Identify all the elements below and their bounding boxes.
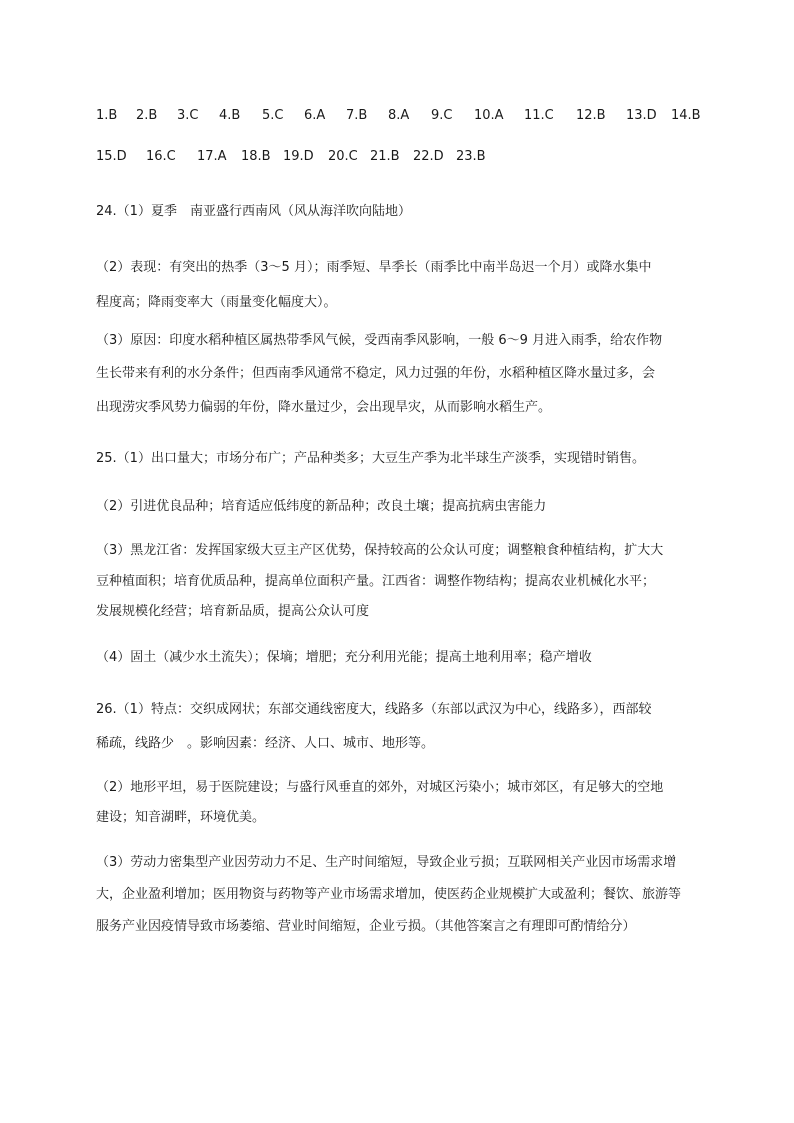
q25-part-3-line-2: 豆种植面积；培育优质品种，提高单位面积产量。江西省：调整作物结构；提高农业机械化水平；	[96, 574, 656, 589]
q26-part-1-line-1: 26.（1）特点：交织成网状；东部交通线密度大，线路多（东部以武汉为中心，线路多），西部较	[96, 702, 652, 717]
mc-answer: 16.C	[146, 149, 176, 164]
q25-part-3-line-1: （3）黑龙江省：发挥国家级大豆主产区优势，保持较高的公众认可度；调整粮食种植结构，扩大大	[96, 543, 664, 558]
q26-part-3-line-1: （3）劳动力密集型产业因劳动力不足、生产时间缩短，导致企业亏损；互联网相关产业因市场需求增	[96, 855, 677, 870]
mc-answer: 12.B	[576, 108, 606, 123]
mc-answer: 21.B	[370, 149, 400, 164]
mc-answer: 17.A	[197, 149, 227, 164]
mc-answer: 10.A	[474, 108, 504, 123]
mc-answer: 4.B	[219, 108, 241, 123]
mc-answer: 3.C	[177, 108, 199, 123]
mc-answer: 9.C	[431, 108, 453, 123]
mc-answer: 22.D	[413, 149, 444, 164]
q24-part-2-line-1: （2）表现：有突出的热季（3～5 月）；雨季短、旱季长（雨季比中南半岛迟一个月）或降水集中	[96, 260, 652, 275]
mc-answer: 18.B	[241, 149, 271, 164]
mc-answer: 8.A	[388, 108, 410, 123]
q24-part-3-line-1: （3）原因：印度水稻种植区属热带季风气候，受西南季风影响，一般 6～9 月进入雨季，给农作物	[96, 333, 663, 348]
mc-answer: 6.A	[304, 108, 326, 123]
q26-part-2-line-2: 建设；知音湖畔，环境优美。	[96, 810, 266, 825]
q24-part-3-line-2: 生长带来有利的水分条件；但西南季风通常不稳定，风力过强的年份，水稻种植区降水量过多，会	[96, 366, 656, 381]
q26-part-3-line-2: 大，企业盈利增加；医用物资与药物等产业市场需求增加，使医药企业规模扩大或盈利；餐饮、旅游等	[96, 887, 682, 902]
mc-answer: 1.B	[96, 108, 118, 123]
q25-part-4: （4）固土（减少水土流失）；保墒；增肥；充分利用光能；提高土地利用率；稳产增收	[96, 650, 592, 665]
mc-answer: 19.D	[283, 149, 314, 164]
mc-answer: 2.B	[136, 108, 158, 123]
q24-part-3-line-3: 出现涝灾季风势力偏弱的年份，降水量过少，会出现旱灾，从而影响水稻生产。	[96, 400, 552, 415]
q24-part-2-line-2: 程度高；降雨变率大（雨量变化幅度大）。	[96, 295, 337, 310]
mc-answer: 5.C	[262, 108, 284, 123]
mc-answer: 7.B	[346, 108, 368, 123]
q25-part-2: （2）引进优良品种；培育适应低纬度的新品种；改良土壤；提高抗病虫害能力	[96, 499, 547, 514]
mc-answer: 23.B	[456, 149, 486, 164]
mc-answer: 20.C	[328, 149, 358, 164]
q24-part-1: 24.（1）夏季 南亚盛行西南风（风从海洋吹向陆地）	[96, 204, 411, 219]
q26-part-1-line-2: 稀疏，线路少 。影响因素：经济、人口、城市、地形等。	[96, 736, 435, 751]
mc-answer: 15.D	[96, 149, 127, 164]
mc-answer: 11.C	[524, 108, 554, 123]
q26-part-3-line-3: 服务产业因疫情导致市场萎缩、营业时间缩短，企业亏损。（其他答案言之有理即可酌情给分）	[96, 919, 636, 934]
mc-answer: 13.D	[626, 108, 657, 123]
q25-part-3-line-3: 发展规模化经营；培育新品质，提高公众认可度	[96, 604, 370, 619]
q25-part-1: 25.（1）出口量大；市场分布广；产品种类多；大豆生产季为北半球生产淡季，实现错时销售。	[96, 451, 645, 466]
mc-answer: 14.B	[671, 108, 701, 123]
q26-part-2-line-1: （2）地形平坦，易于医院建设；与盛行风垂直的郊外，对城区污染小；城市郊区，有足够大的空地	[96, 780, 664, 795]
